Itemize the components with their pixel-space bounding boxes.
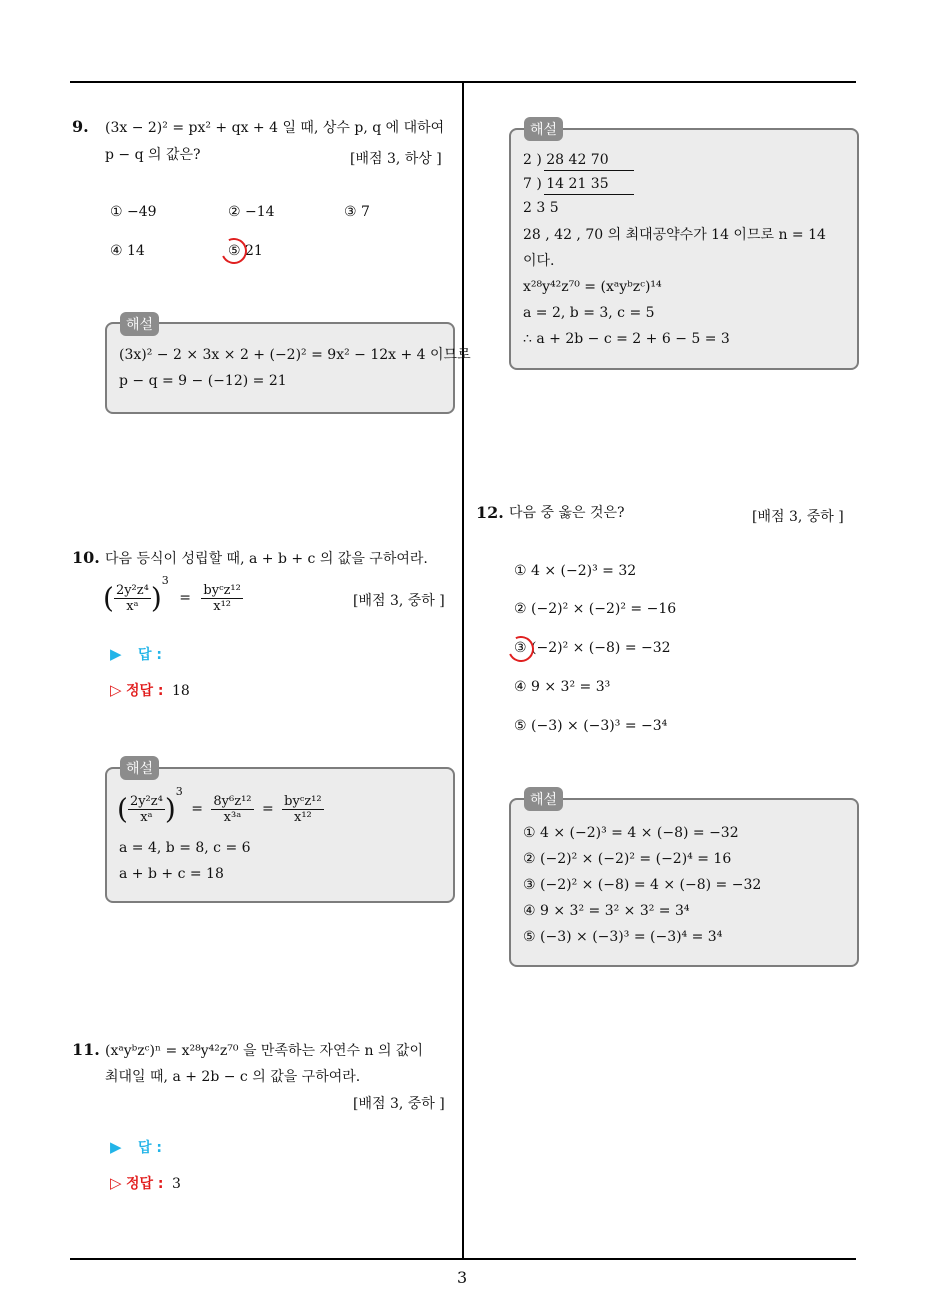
q11-gcd-row2: 7 ) 14 21 35 (523, 176, 609, 192)
q10-expl-frac2 (211, 794, 253, 825)
q10-points: [배점 3, 중하 ] (353, 593, 445, 609)
q11-correct-label: 정답 : (126, 1176, 164, 1192)
q10-correct-value: 18 (171, 683, 190, 699)
q12-expl-line5: ⑤ (−3) × (−3)³ = (−3)⁴ = 3⁴ (523, 929, 723, 945)
q11-correct-value: 3 (171, 1176, 181, 1192)
q10-lhs-fraction (114, 583, 151, 614)
q12-choice-1[interactable]: ① 4 × (−2)³ = 32 (514, 563, 637, 579)
q10-correct-label: 정답 : (126, 683, 164, 699)
q11-answer-row[interactable] (110, 1137, 162, 1157)
q10-equation (103, 574, 243, 615)
q10-paren-close: ) (150, 581, 162, 615)
q9-line1: (3x − 2)² = px² + qx + 4 일 때, 상수 p, q 에 대하여 (105, 120, 445, 136)
q11-number: 11. (72, 1040, 100, 1059)
q12-choice-4[interactable]: ④ 9 × 3² = 3³ (514, 679, 611, 695)
q10-expl-line1: a = 4, b = 8, c = 6 (119, 840, 251, 856)
q9-number: 9. (72, 117, 89, 136)
q9-choice-3[interactable]: ③ 7 (344, 204, 370, 220)
q12-choice-5[interactable]: ⑤ (−3) × (−3)³ = −3⁴ (514, 718, 668, 734)
q11-expl-line5: ∴ a + 2b − c = 2 + 6 − 5 = 3 (523, 331, 730, 347)
q10-expl-exp: 3 (175, 785, 183, 798)
q10-lhs-num: 2y²z⁴ (115, 582, 149, 598)
q10-expl-frac3-den: x¹² (294, 809, 312, 825)
q12-expl-line1: ① 4 × (−2)³ = 4 × (−8) = −32 (523, 825, 739, 841)
q10-expl-line2: a + b + c = 18 (119, 866, 224, 882)
q11-expl-line3: x²⁸y⁴²z⁷⁰ = (xᵃyᵇzᶜ)¹⁴ (523, 279, 662, 295)
q10-line1: 다음 등식이 성립할 때, a + b + c 의 값을 구하여라. (105, 551, 428, 567)
correct-arrow-icon: ▷ (110, 681, 122, 699)
q10-explanation-box (105, 767, 455, 903)
q10-expl-equals1: = (191, 801, 203, 817)
column-divider (462, 81, 464, 1259)
q10-rhs-num: byᶜz¹² (203, 582, 241, 598)
q9-choice-4[interactable]: ④ 14 (110, 243, 145, 259)
q11-points: [배점 3, 중하 ] (353, 1096, 445, 1112)
q10-equals: = (179, 590, 191, 606)
q10-expl-frac1-den: xᵃ (140, 809, 153, 825)
q9-expl-line2: p − q = 9 − (−12) = 21 (119, 373, 287, 389)
q10-number: 10. (72, 548, 100, 567)
q12-number: 12. (476, 503, 504, 522)
page-number: 3 (457, 1268, 468, 1287)
q10-lhs-den: xᵃ (126, 598, 139, 614)
q12-explanation-box (509, 798, 859, 967)
q12-expl-line3: ③ (−2)² × (−8) = 4 × (−8) = −32 (523, 877, 762, 893)
answer-arrow-icon: ▶ (110, 1138, 122, 1156)
q10-rhs-den: x¹² (213, 598, 232, 614)
q10-correct-row (110, 680, 190, 700)
q10-answer-row[interactable] (110, 644, 162, 664)
q9-line2: p − q 의 값은? (105, 147, 201, 163)
q10-expl-equals2: = (261, 801, 274, 817)
q9-expl-line1: (3x)² − 2 × 3x × 2 + (−2)² = 9x² − 12x + 4 이므로 (119, 347, 471, 363)
q9-choice-2[interactable]: ② −14 (228, 204, 275, 220)
q11-gcd-row1: 2 ) 28 42 70 (523, 152, 609, 168)
q11-gcd-underline1 (544, 170, 634, 171)
q10-expl-frac1-num: 2y²z⁴ (129, 793, 163, 809)
q9-choice-5[interactable]: ⑤ 21 (228, 243, 263, 259)
q10-expl-frac1 (128, 794, 165, 825)
q12-selected-mark (504, 632, 537, 665)
q11-answer-label: 답 : (138, 1140, 162, 1156)
q12-line1: 다음 중 옳은 것은? (509, 505, 625, 521)
q10-paren-open: ( (103, 581, 114, 615)
q11-correct-row (110, 1173, 181, 1193)
q10-answer-label: 답 : (138, 647, 162, 663)
q10-expl-paren-open: ( (117, 792, 128, 826)
q9-choice-1[interactable]: ① −49 (110, 204, 157, 220)
q10-expl-frac2-num: 8y⁶z¹² (213, 793, 252, 809)
q10-expl-frac3-num: byᶜz¹² (284, 793, 322, 809)
q11-line1: (xᵃyᵇzᶜ)ⁿ = x²⁸y⁴²z⁷⁰ 을 만족하는 자연수 n 의 값이 (105, 1043, 423, 1059)
q9-selected-mark (217, 234, 250, 267)
correct-arrow-icon: ▷ (110, 1174, 122, 1192)
q10-expl-frac2-den: x³ᵃ (223, 809, 242, 825)
q10-explanation-tag: 해설 (120, 756, 159, 780)
q10-expl-paren-close: ) (164, 792, 176, 826)
q10-expl-equation (117, 785, 324, 826)
q11-line2: 최대일 때, a + 2b − c 의 값을 구하여라. (105, 1069, 361, 1085)
q10-expl-frac3 (282, 794, 323, 825)
q12-expl-line4: ④ 9 × 3² = 3² × 3² = 3⁴ (523, 903, 690, 919)
q9-explanation-tag: 해설 (120, 312, 159, 336)
q11-expl-line4: a = 2, b = 3, c = 5 (523, 305, 655, 321)
q11-expl-line1: 28 , 42 , 70 의 최대공약수가 14 이므로 n = 14 (523, 227, 826, 243)
q12-expl-line2: ② (−2)² × (−2)² = (−2)⁴ = 16 (523, 851, 732, 867)
q12-choice-2[interactable]: ② (−2)² × (−2)² = −16 (514, 601, 677, 617)
q11-gcd-row3: 2 3 5 (523, 200, 559, 216)
q11-explanation-box (509, 128, 859, 370)
q11-explanation-tag: 해설 (524, 117, 563, 141)
q12-explanation-tag: 해설 (524, 787, 563, 811)
q10-rhs-fraction (201, 583, 242, 614)
q11-expl-line2: 이다. (523, 253, 555, 269)
q10-lhs-exp: 3 (161, 574, 169, 587)
q9-explanation-box (105, 322, 471, 414)
answer-arrow-icon: ▶ (110, 645, 122, 663)
q11-gcd-underline2 (544, 194, 634, 195)
q12-choice-3[interactable]: ③ (−2)² × (−8) = −32 (514, 640, 671, 656)
q12-points: [배점 3, 중하 ] (752, 509, 844, 525)
q9-points: [배점 3, 하상 ] (350, 151, 442, 167)
